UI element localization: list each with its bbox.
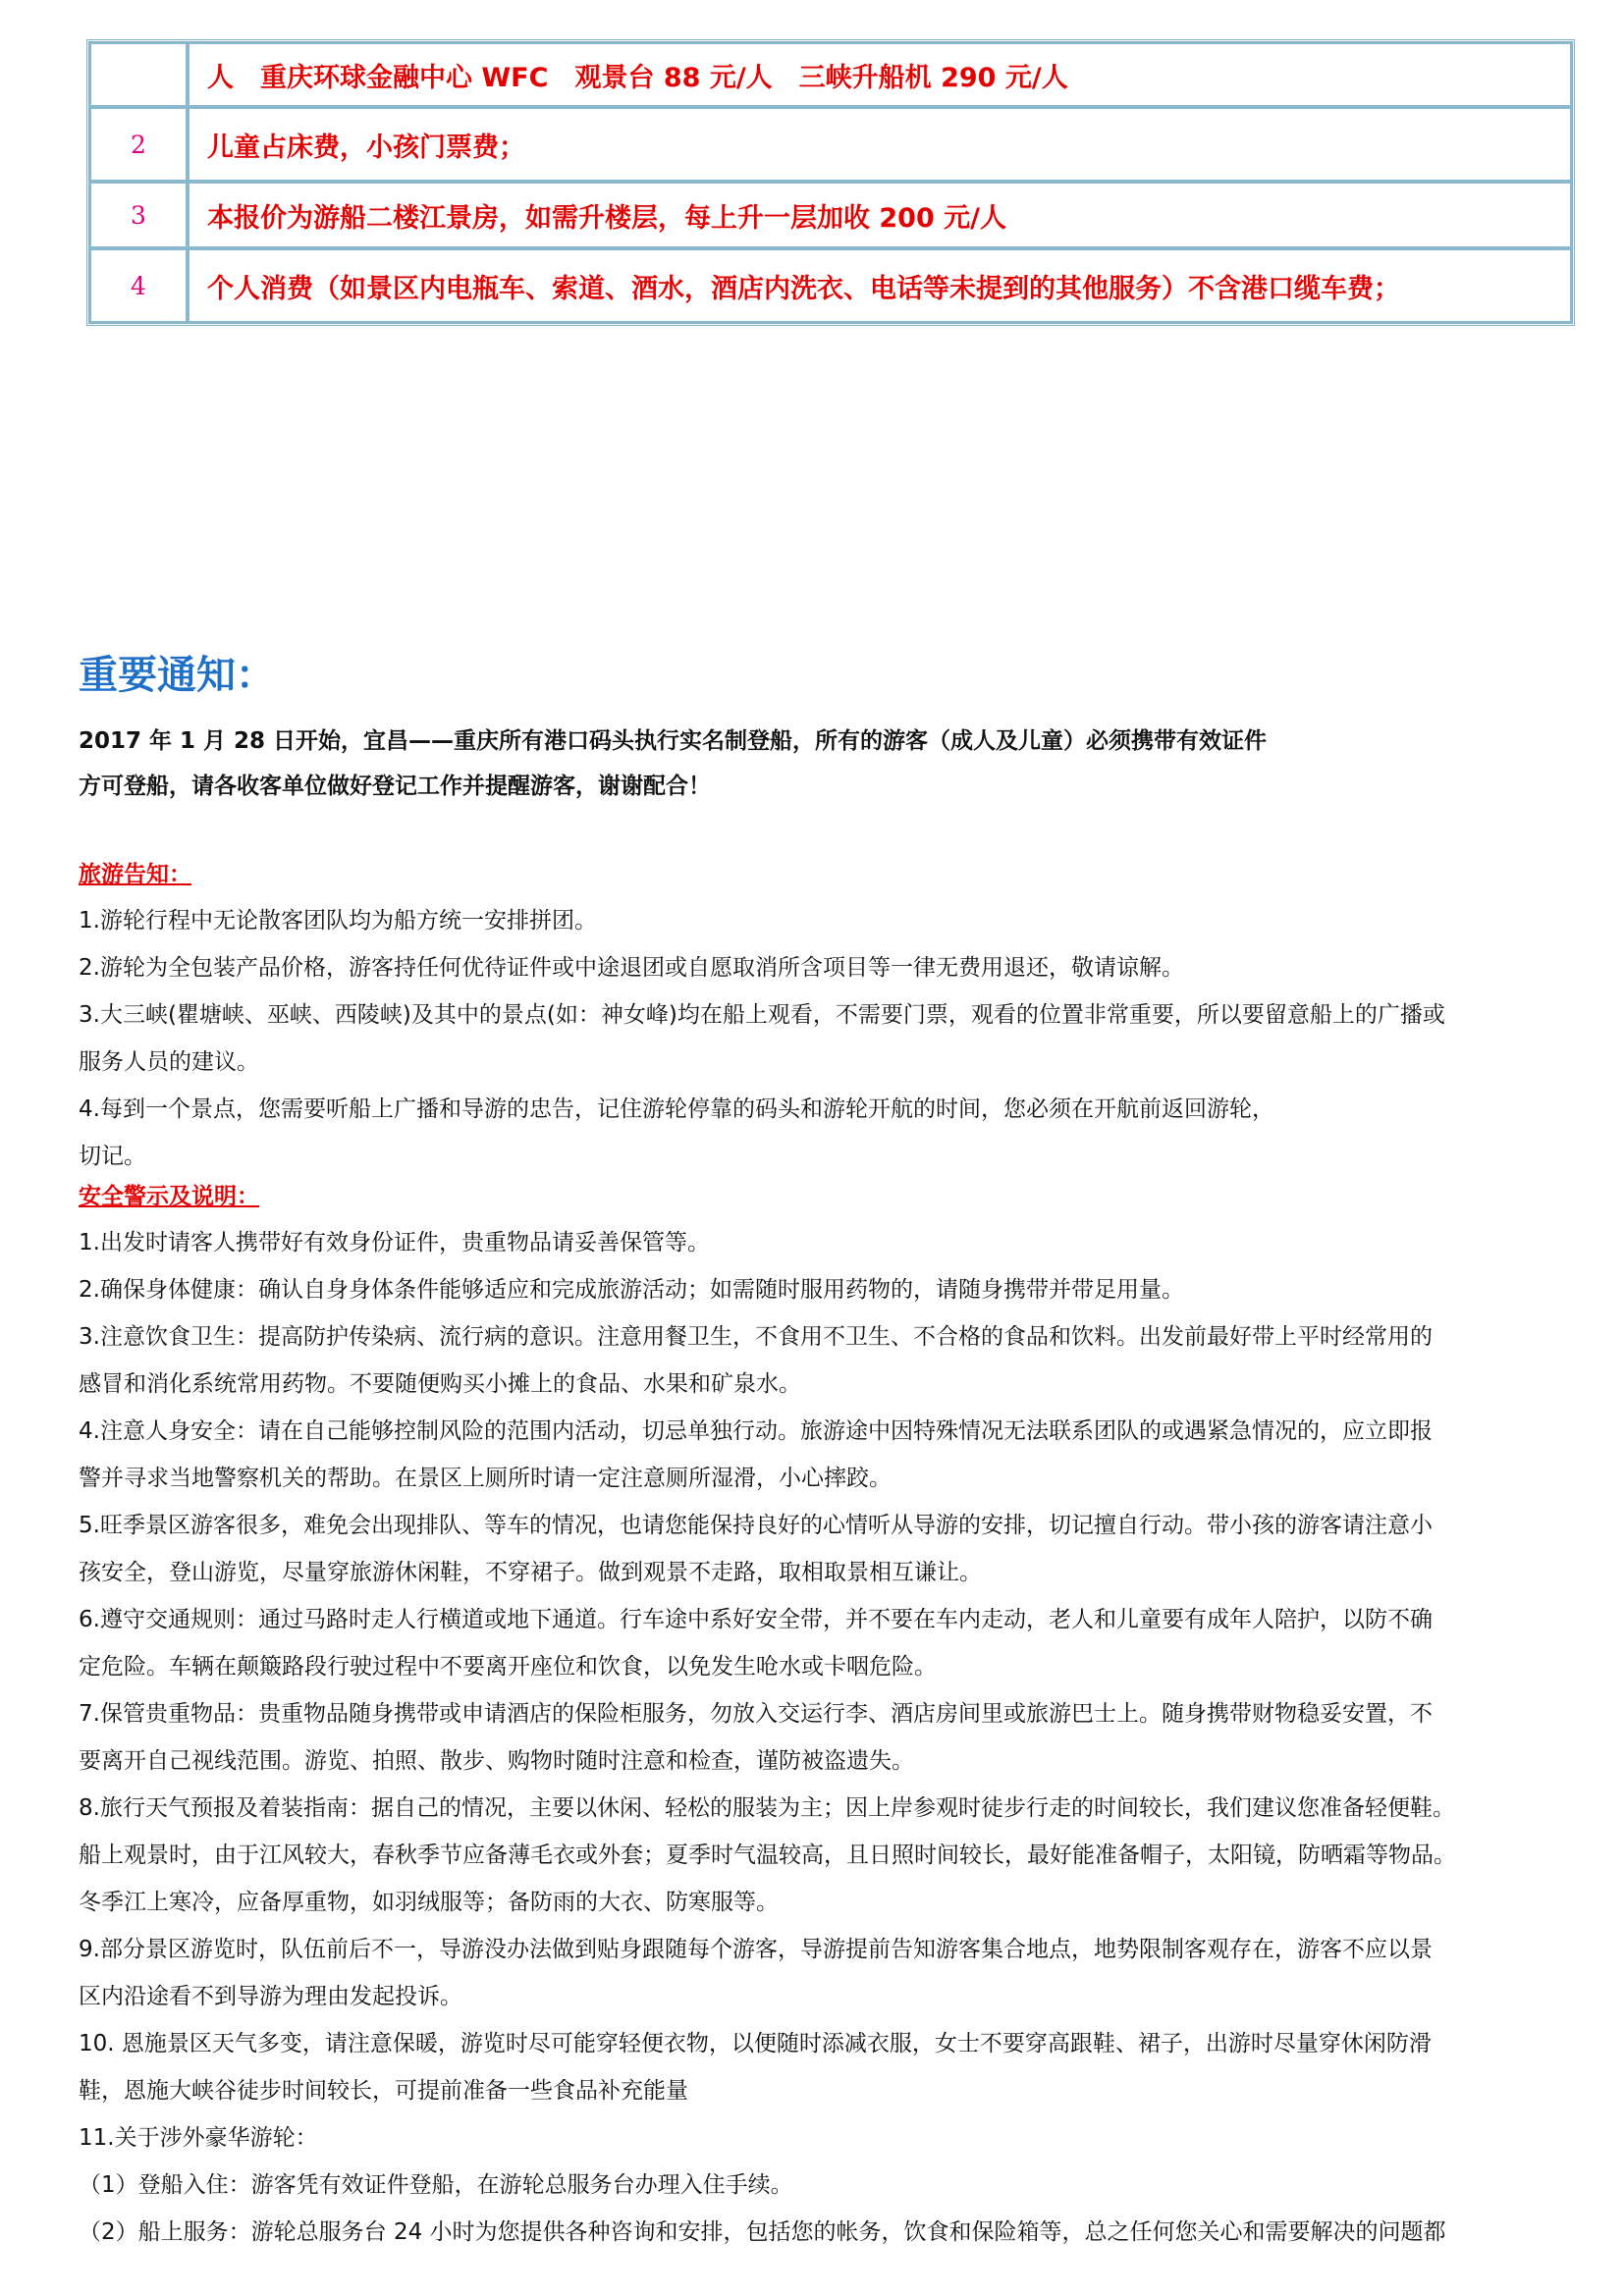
table-row (89, 107, 1572, 182)
row-number (89, 42, 188, 107)
list-item: 1.游轮行程中无论散客团队均为船方统一安排拼团。 (79, 908, 597, 934)
list-item: 区内沿途看不到导游为理由发起投诉。 (79, 1984, 462, 2009)
table-row (89, 248, 1572, 323)
important-notice (79, 648, 1571, 809)
list-item: 2.游轮为全包装产品价格，游客持任何优待证件或中途退团或自愿取消所含项目等一律无费用退还，敬请谅解。 (79, 955, 1184, 981)
list-item: 感冒和消化系统常用药物。不要随便购买小摊上的食品、水果和矿泉水。 (79, 1371, 801, 1397)
row-text: 本报价为游船二楼江景房，如需升楼层，每上升一层加收 200 元/人 (188, 182, 1572, 248)
list-item: （1）登船入住：游客凭有效证件登船，在游轮总服务台办理入住手续。 (79, 2172, 793, 2198)
safety-section (79, 1174, 1571, 2256)
list-item: 10. 恩施景区天气多变，请注意保暖，游览时尽可能穿轻便衣物，以便随时添减衣服，女士不要穿高跟鞋、裙子，出游时尽量穿休闲防滑 (79, 2031, 1432, 2056)
notice-line: 2017 年 1 月 28 日开始，宜昌——重庆所有港口码头执行实名制登船，所有的游客（成人及儿童）必须携带有效证件 (79, 728, 1268, 754)
table-row (89, 42, 1572, 107)
list-item: 要离开自己视线范围。游览、拍照、散步、购物时随时注意和检查，谨防被盗遗失。 (79, 1748, 914, 1774)
travel-notice-title: 旅游告知： (79, 862, 191, 887)
notice-body (79, 719, 1571, 809)
list-item: 冬季江上寒冷，应备厚重物，如羽绒服等；备防雨的大衣、防寒服等。 (79, 1890, 779, 1915)
list-item: 9.部分景区游览时，队伍前后不一，导游没办法做到贴身跟随每个游客，导游提前告知游客集合地点，地势限制客观存在，游客不应以景 (79, 1937, 1433, 1962)
row-number: 4 (89, 248, 188, 323)
list-item: 船上观景时，由于江风较大，春秋季节应备薄毛衣或外套；夏季时气温较高，且日照时间较长，最好能准备帽子，太阳镜，防晒霜等物品。 (79, 1842, 1456, 1868)
list-item: 3.大三峡(瞿塘峡、巫峡、西陵峡)及其中的景点(如：神女峰)均在船上观看，不需要门票，观看的位置非常重要，所以要留意船上的广播或 (79, 1002, 1445, 1028)
list-item: 服务人员的建议。 (79, 1049, 259, 1075)
row-text: 个人消费（如景区内电瓶车、索道、酒水，酒店内洗衣、电话等未提到的其他服务）不含港口缆车费； (188, 248, 1572, 323)
list-item: 切记。 (79, 1144, 146, 1169)
row-number: 3 (89, 182, 188, 248)
row-number: 2 (89, 107, 188, 182)
travel-notice-section (79, 852, 1571, 1180)
list-item: 5.旺季景区游客很多，难免会出现排队、等车的情况，也请您能保持良好的心情听从导游的安排，切记擅自行动。带小孩的游客请注意小 (79, 1513, 1433, 1538)
row-text: 儿童占床费，小孩门票费； (188, 107, 1572, 182)
list-item: 警并寻求当地警察机关的帮助。在景区上厕所时请一定注意厕所湿滑，小心摔跤。 (79, 1466, 892, 1491)
notice-line: 方可登船，请各收客单位做好登记工作并提醒游客，谢谢配合！ (79, 774, 711, 799)
list-item: 6.遵守交通规则：通过马路时走人行横道或地下通道。行车途中系好安全带，并不要在车内走动，老人和儿童要有成年人陪护，以防不确 (79, 1607, 1433, 1632)
list-item: 鞋，恩施大峡谷徒步时间较长，可提前准备一些食品补充能量 (79, 2078, 688, 2104)
safety-title: 安全警示及说明： (79, 1184, 259, 1209)
list-item: 3.注意饮食卫生：提高防护传染病、流行病的意识。注意用餐卫生，不食用不卫生、不合格的食品和饮料。出发前最好带上平时经常用的 (79, 1324, 1433, 1350)
list-item: 4.注意人身安全：请在自己能够控制风险的范围内活动，切忌单独行动。旅游途中因特殊情况无法联系团队的或遇紧急情况的，应立即报 (79, 1418, 1433, 1444)
list-item: 11.关于涉外豪华游轮： (79, 2125, 318, 2151)
list-item: 8.旅行天气预报及着装指南：据自己的情况，主要以休闲、轻松的服装为主；因上岸参观时徒步行走的时间较长，我们建议您准备轻便鞋。 (79, 1795, 1455, 1821)
list-item: 定危险。车辆在颠簸路段行驶过程中不要离开座位和饮食，以免发生呛水或卡咽危险。 (79, 1654, 937, 1680)
list-item: （2）船上服务：游轮总服务台 24 小时为您提供各种咨询和安排，包括您的帐务，饮食和保险箱等，总之任何您关心和需要解决的问题都 (79, 2219, 1446, 2245)
list-item: 1.出发时请客人携带好有效身份证件，贵重物品请妥善保管等。 (79, 1230, 710, 1255)
list-item: 2.确保身体健康：确认自身身体条件能够适应和完成旅游活动；如需随时服用药物的，请随身携带并带足用量。 (79, 1277, 1184, 1303)
row-text: 人 重庆环球金融中心 WFC 观景台 88 元/人 三峡升船机 290 元/人 (188, 42, 1572, 107)
fee-exclusion-table (86, 39, 1575, 326)
table-row (89, 182, 1572, 248)
list-item: 4.每到一个景点，您需要听船上广播和导游的忠告，记住游轮停靠的码头和游轮开航的时间，您必须在开航前返回游轮， (79, 1096, 1274, 1122)
notice-title: 重要通知： (79, 653, 275, 698)
list-item: 7.保管贵重物品：贵重物品随身携带或申请酒店的保险柜服务，勿放入交运行李、酒店房间里或旅游巴士上。随身携带财物稳妥安置，不 (79, 1701, 1433, 1727)
list-item: 孩安全，登山游览，尽量穿旅游休闲鞋，不穿裙子。做到观景不走路，取相取景相互谦让。 (79, 1560, 982, 1585)
